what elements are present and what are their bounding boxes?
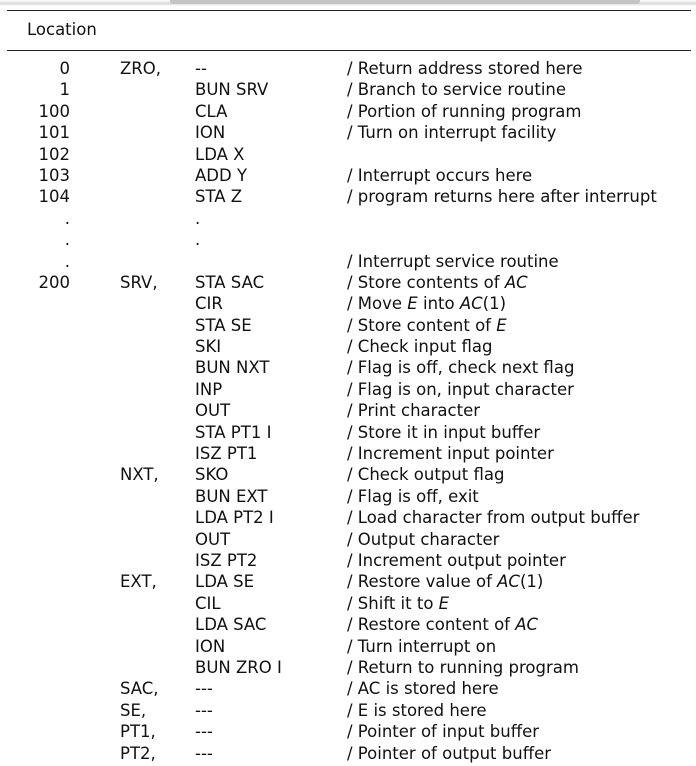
instruction-cell: ION <box>195 123 226 143</box>
table-row <box>0 636 696 657</box>
comment-cell: / Branch to service routine <box>347 80 567 100</box>
instruction-cell: LDA SAC <box>195 615 267 635</box>
program-listing <box>0 58 696 764</box>
comment-cell: / Interrupt service routine <box>347 251 559 271</box>
table-row <box>0 400 696 421</box>
table-row <box>0 336 696 357</box>
instruction-cell: STA SE <box>195 315 252 335</box>
comment-cell: / Increment output pointer <box>347 550 566 570</box>
comment-cell: / Turn interrupt on <box>347 636 497 656</box>
instruction-cell: SKI <box>195 337 222 357</box>
label-cell: NXT, <box>120 465 159 485</box>
table-row <box>0 464 696 485</box>
table-row <box>0 251 696 272</box>
label-cell: EXT, <box>120 572 157 592</box>
location-cell: . <box>64 251 70 271</box>
instruction-cell: --- <box>195 743 213 763</box>
comment-cell: / Store content of E <box>347 315 507 335</box>
instruction-cell: --- <box>195 679 213 699</box>
table-row <box>0 486 696 507</box>
instruction-cell: LDA X <box>195 144 245 164</box>
header-rule <box>7 50 691 51</box>
label-cell: ZRO, <box>120 59 162 78</box>
comment-cell: / Turn on interrupt facility <box>347 123 557 143</box>
table-row <box>0 593 696 614</box>
instruction-cell: STA Z <box>195 187 243 207</box>
location-cell: 1 <box>59 80 70 100</box>
comment-cell: / Check output flag <box>347 465 505 485</box>
comment-cell: / Restore value of AC(1) <box>347 572 544 592</box>
comment-cell: / Store it in input buffer <box>347 422 541 442</box>
comment-cell: / Check input flag <box>347 337 493 357</box>
instruction-cell: BUN NXT <box>195 358 270 378</box>
comment-cell: / Flag is on, input character <box>347 379 574 399</box>
label-cell: SRV, <box>120 272 158 292</box>
table-row <box>0 443 696 464</box>
comment-cell: / Shift it to E <box>347 593 450 613</box>
comment-cell: / Restore content of AC <box>347 615 539 635</box>
instruction-cell: STA PT1 I <box>195 422 272 442</box>
comment-cell: / Move E into AC(1) <box>347 294 507 314</box>
comment-cell: / Output character <box>347 529 500 549</box>
comment-cell: / AC is stored here <box>347 679 499 699</box>
instruction-cell: OUT <box>195 401 231 421</box>
instruction-cell: BUN ZRO I <box>195 657 282 677</box>
table-row <box>0 700 696 721</box>
table-row <box>0 614 696 635</box>
table-row <box>0 657 696 678</box>
instruction-cell: CIL <box>195 593 221 613</box>
table-row <box>0 678 696 699</box>
comment-cell: / Pointer of input buffer <box>347 722 540 742</box>
instruction-cell: --- <box>195 722 213 742</box>
table-row <box>0 422 696 443</box>
table-row <box>0 165 696 186</box>
table-row <box>0 122 696 143</box>
top-edge-shadow <box>170 0 640 4</box>
label-cell: PT1, <box>120 722 156 742</box>
comment-cell: / Flag is off, check next flag <box>347 358 575 378</box>
comment-cell: / Print character <box>347 401 481 421</box>
table-row <box>0 379 696 400</box>
instruction-cell: STA SAC <box>195 272 265 292</box>
location-cell: 103 <box>38 165 70 185</box>
instruction-cell: ISZ PT1 <box>195 444 258 464</box>
comment-cell: / Increment input pointer <box>347 444 554 464</box>
location-cell: . <box>64 208 70 228</box>
comment-cell: / Return address stored here <box>347 59 583 78</box>
table-row <box>0 186 696 207</box>
comment-cell: / Load character from output buffer <box>347 508 640 528</box>
instruction-cell: --- <box>195 700 213 720</box>
instruction-cell: ADD Y <box>195 165 248 185</box>
table-row <box>0 357 696 378</box>
label-cell: SAC, <box>120 679 159 699</box>
table-row <box>0 529 696 550</box>
table-row <box>0 58 696 79</box>
location-cell: . <box>64 230 70 250</box>
instruction-cell: INP <box>195 379 223 399</box>
comment-cell: / Interrupt occurs here <box>347 165 533 185</box>
instruction-cell: SKO <box>195 465 229 485</box>
location-cell: 0 <box>59 59 70 78</box>
instruction-cell: LDA PT2 I <box>195 508 274 528</box>
instruction-cell: ISZ PT2 <box>195 550 258 570</box>
comment-cell: / Store contents of AC <box>347 272 528 292</box>
location-cell: 100 <box>38 101 70 121</box>
instruction-cell: -- <box>195 59 207 78</box>
instruction-cell: CIR <box>195 294 223 314</box>
comment-cell: / Pointer of output buffer <box>347 743 552 763</box>
table-row <box>0 571 696 592</box>
instruction-cell: BUN EXT <box>195 486 268 506</box>
instruction-cell: OUT <box>195 529 231 549</box>
table-row <box>0 507 696 528</box>
top-edge-strip <box>0 0 696 6</box>
table-row <box>0 208 696 229</box>
instruction-cell: ION <box>195 636 226 656</box>
instruction-cell: . <box>195 230 201 250</box>
label-cell: SE, <box>120 700 147 720</box>
instruction-cell: CLA <box>195 101 228 121</box>
location-cell: 102 <box>38 144 70 164</box>
table-row <box>0 743 696 764</box>
comment-cell: / program returns here after interrupt <box>347 187 657 207</box>
table-row <box>0 79 696 100</box>
table-row <box>0 144 696 165</box>
comment-cell: / E is stored here <box>347 700 487 720</box>
comment-cell: / Return to running program <box>347 657 579 677</box>
table-row <box>0 101 696 122</box>
comment-cell: / Flag is off, exit <box>347 486 479 506</box>
table-top-rule <box>7 10 691 11</box>
table-row <box>0 550 696 571</box>
table-row <box>0 293 696 314</box>
instruction-cell: BUN SRV <box>195 80 269 100</box>
table-row <box>0 229 696 250</box>
table-row <box>0 721 696 742</box>
label-cell: PT2, <box>120 743 156 763</box>
location-cell: 101 <box>38 123 70 143</box>
location-cell: 104 <box>38 187 70 207</box>
instruction-cell: . <box>195 208 201 228</box>
table-row <box>0 272 696 293</box>
table-row <box>0 315 696 336</box>
location-cell: 200 <box>38 272 70 292</box>
instruction-cell: LDA SE <box>195 572 255 592</box>
comment-cell: / Portion of running program <box>347 101 582 121</box>
column-header-location: Location <box>27 20 97 39</box>
